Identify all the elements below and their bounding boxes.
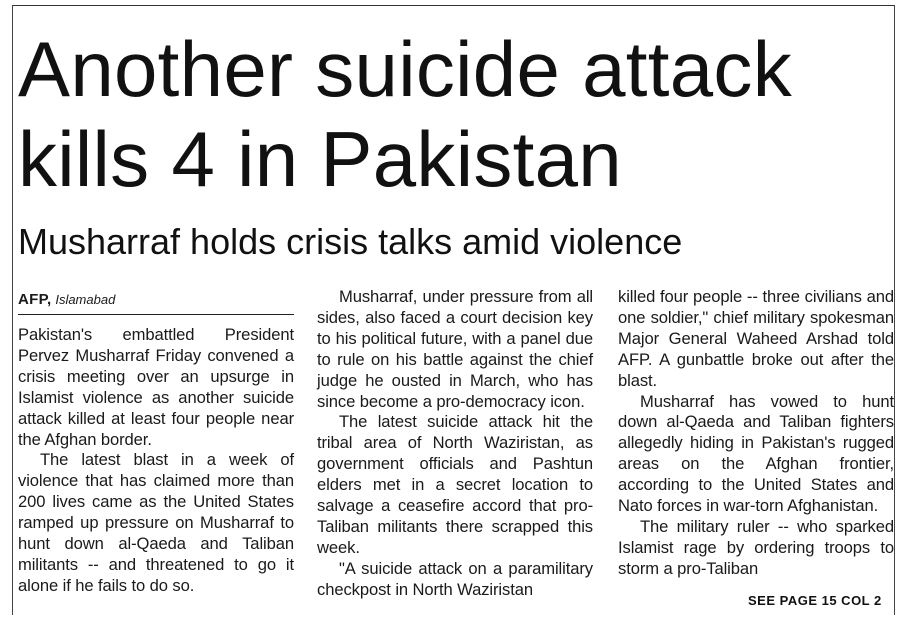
paragraph: Musharraf has vowed to hunt down al-Qaeda and Taliban fighters allegedly hiding in Pakistan's rugged areas on the Afghan frontier, according to the United States and Nato forces in war-torn Afghanistan. xyxy=(618,391,894,516)
top-border xyxy=(12,5,895,6)
subheadline: Musharraf holds crisis talks amid violence xyxy=(18,221,683,262)
paragraph: The latest suicide attack hit the tribal area of North Waziristan, as government officials and Pashtun elders met in a secret location to salvage a ceasefire accord that pro-Taliban militants there scrapped this week. xyxy=(317,412,593,557)
article-column-2 xyxy=(317,287,593,601)
paragraph: The latest blast in a week of violence that has claimed more than 200 lives came as the United States ramped up pressure on Musharraf to hunt down al-Qaeda and Taliban militants -- and threatened to go it alone if he fails to do so. xyxy=(18,450,294,595)
byline-location: Islamabad xyxy=(55,292,116,307)
paragraph: Musharraf, under pressure from all sides, also faced a court decision key to his political future, with a panel due to rule on his battle against the chief judge he ousted in March, who has since become a pro-democracy icon. xyxy=(317,287,593,411)
paragraph: Pakistan's embattled President Pervez Musharraf Friday convened a crisis meeting over an upsurge in Islamist violence as another suicide attack killed at least four people near the Afghan border. xyxy=(18,325,294,449)
byline-agency: AFP, xyxy=(18,291,52,308)
headline: Another suicide attack kills 4 in Pakistan xyxy=(18,25,793,203)
article-column-3 xyxy=(618,287,894,580)
right-border xyxy=(894,5,895,615)
byline-divider xyxy=(18,314,294,315)
paragraph: The military ruler -- who sparked Islamist rage by ordering troops to storm a pro-Taliban xyxy=(618,516,894,578)
article-column-1 xyxy=(18,325,294,597)
paragraph: killed four people -- three civilians and one soldier," chief military spokesman Major General Waheed Arshad told AFP. A gunbattle broke out after the blast. xyxy=(618,287,894,390)
left-border xyxy=(12,5,13,615)
byline xyxy=(18,289,294,310)
paragraph: "A suicide attack on a paramilitary checkpost in North Waziristan xyxy=(317,558,593,599)
continued-on-page-link[interactable]: SEE PAGE 15 COL 2 xyxy=(748,593,882,608)
